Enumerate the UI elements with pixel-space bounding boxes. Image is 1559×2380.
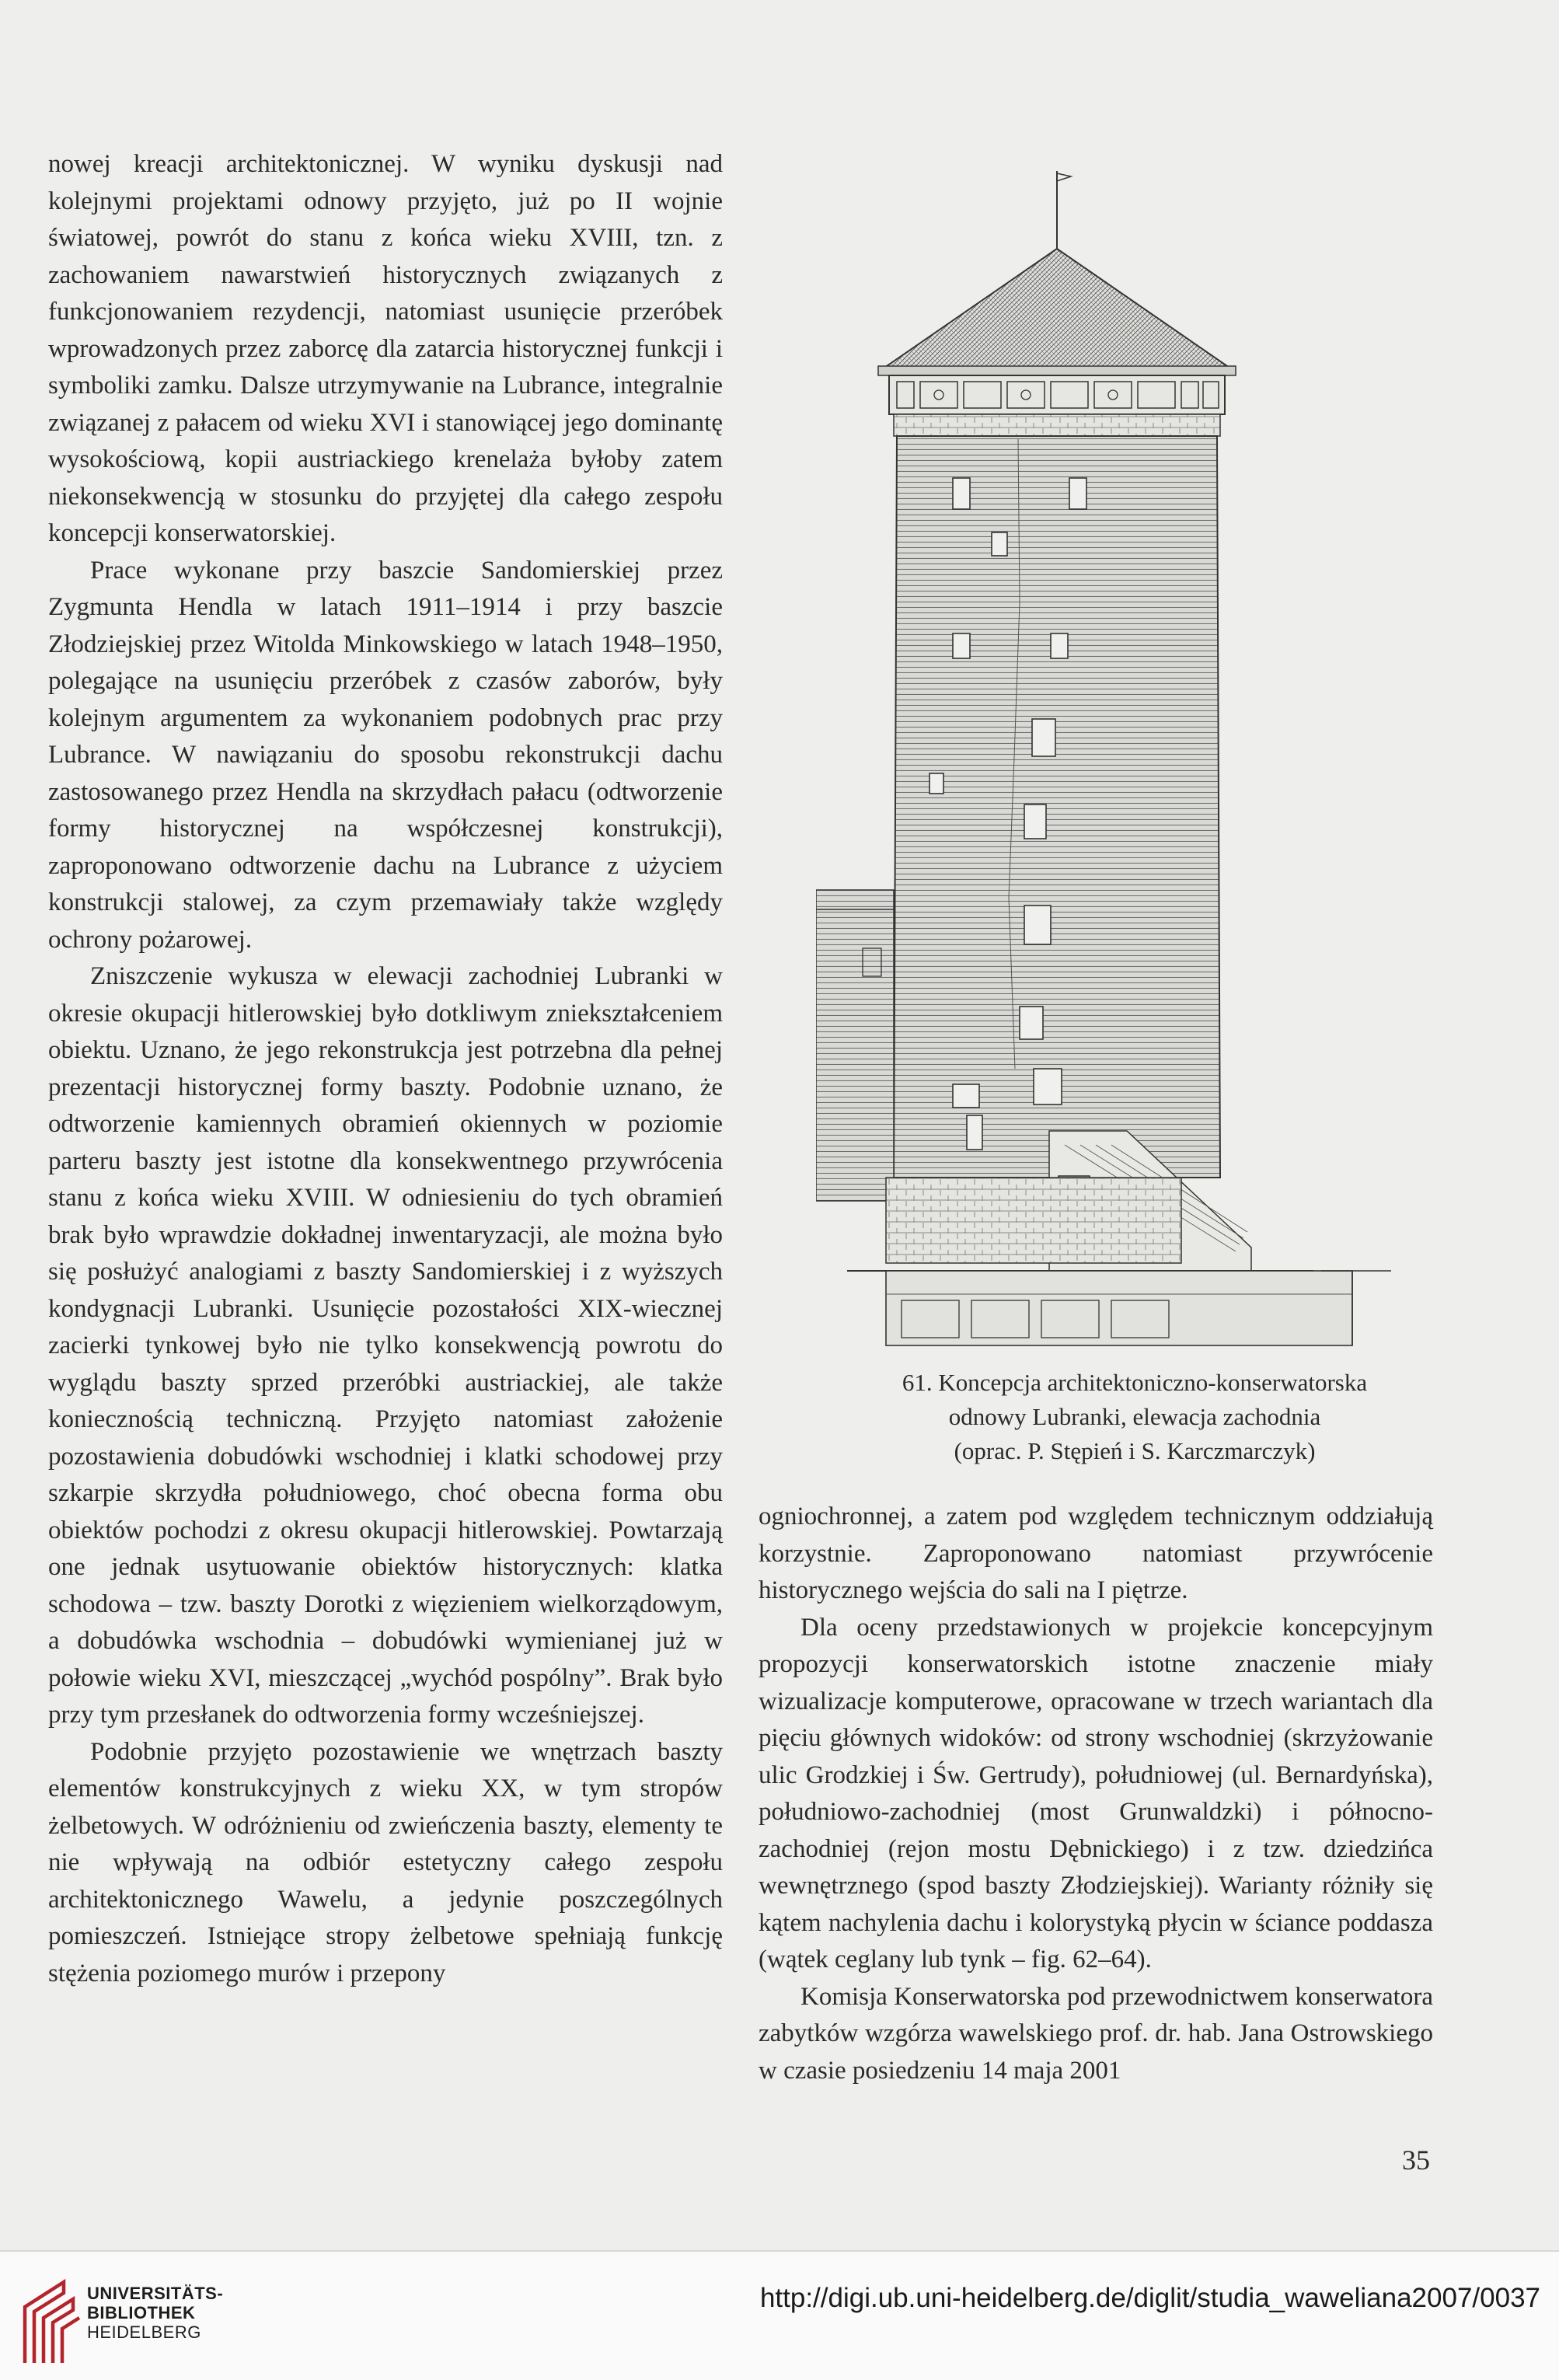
figure-caption — [793, 1366, 1477, 1468]
paragraph: Komisja Konserwatorska pod przewodnictwem konserwatora zabytków wzgórza wawelskiego prof. dr. hab. Jana Ostrowskiego w czasie posiedzeniu 14 maja 2001 — [759, 1982, 1433, 2085]
paragraph: Dla oceny przedstawionych w projekcie koncepcyjnym propozycji konserwatorskich istotne znaczenie miały wizualizacje komputerowe, opracowane w trzech wariantach dla pięciu głównych widoków: od strony wschodniej (skrzyżowanie ulic Grodzkiej i Św. Gertrudy), południowej (ul. Bernardyńska), południowo-zachodniej (most Grunwaldzki) i północno-zachodniej (rejon mostu Dębnickiego) i z tzw. dziedzińca wewnętrznego (spod baszty Złodziejskiej). Warianty różniły się kątem nachylenia dachu i kolorystyką płycin w ściance poddasza (wątek ceglany lub tynk – fig. 62–64). — [759, 1613, 1433, 1973]
page-number: 35 — [1402, 2144, 1430, 2176]
tower-elevation-drawing — [816, 167, 1407, 1349]
paragraph: ogniochronnej, a zatem pod względem technicznym oddziałują korzystnie. Zaproponowano natomiast przywrócenie historycznego wejścia do sali na I piętrze. — [759, 1502, 1433, 1604]
paragraph: Prace wykonane przy baszcie Sandomierskiej przez Zygmunta Hendla w latach 1911–1914 i przy baszcie Złodziejskiej przez Witolda Minkowskiego w latach 1948–1950, polegające na usunięciu przeróbek z czasów zaborów, były kolejnym argumentem za wykonaniem podobnych prac przy Lubrance. W nawiązaniu do sposobu rekonstrukcji dachu zastosowanego przez Hendla na skrzydłach pałacu (odtworzenie formy historycznej na współczesnej konstrukcji), zaproponowano odtworzenie dachu na Lubrance z użyciem konstrukcji stalowej, za czym przemawiały także względy ochrony pożarowej. — [48, 556, 723, 954]
attic-storey — [889, 375, 1225, 414]
footer-bar — [0, 2250, 1559, 2380]
right-text-column — [759, 1499, 1433, 2089]
university-library-logo-icon — [17, 2277, 81, 2364]
library-name-line: BIBLIOTHEK — [87, 2303, 196, 2322]
caption-line: odnowy Lubranki, elewacja zachodnia — [948, 1403, 1321, 1430]
flagpole — [1057, 171, 1071, 249]
source-url-link[interactable]: http://digi.ub.uni-heidelberg.de/diglit/studia_waweliana2007/0037 — [759, 2283, 1540, 2313]
foundation — [886, 1271, 1352, 1345]
library-name-line: UNIVERSITÄTS- — [87, 2284, 224, 2303]
corbel-frieze — [894, 414, 1220, 436]
paragraph: Podobnie przyjęto pozostawienie we wnętrzach baszty elementów konstrukcyjnych z wieku XX, w tym stropów żelbetowych. W odróżnieniu od zwieńczenia baszty, elementy te nie wpływają na odbiór estetyczny całego zespołu architektonicznego Wawelu, a jedynie poszczególnych pomieszczeń. Istniejące stropy żelbetowe spełniają funkcję stężenia poziomego murów i przepony — [48, 1737, 723, 1987]
roof-eaves — [878, 366, 1236, 375]
roof — [884, 249, 1229, 368]
library-name-line: HEIDELBERG — [87, 2322, 201, 2342]
tower-shaft — [894, 436, 1220, 1178]
paragraph: Zniszczenie wykusza w elewacji zachodniej Lubranki w okresie okupacji hitlerowskiej było dotkliwym zniekształceniem obiektu. Uznano, że jego rekonstrukcja jest potrzebna dla pełnej prezentacji historycznej formy baszty. Podobnie uznano, że odtworzenie kamiennych obramień okiennych w poziomie parteru baszty jest istotne dla konsekwentnego przywrócenia stanu z końca wieku XVIII. W odniesieniu do tych obramień brak było wprawdzie dokładnej inwentaryzacji, ale można było się posłużyć analogiami z baszty Sandomierskiej i z wyższych kondygnacji Lubranki. Usunięcie pozostałości XIX-wiecznej zacierki tynkowej było nie tylko konsekwencją powrotu do wyglądu baszty sprzed przeróbki austriackiej, ale także koniecznością techniczną. Przyjęto natomiast założenie pozostawienia dobudówki wschodniej i klatki schodowej przy szkarpie skrzydła południowego, choć obecna forma obu obiektów pochodzi z okresu okupacji hitlerowskiej. Powtarzają one jednak usytuowanie obiektów historycznych: klatka schodowa – tzw. baszty Dorotki z więzieniem wielkorządowym, a dobudówka wschodnia – dobudówki wymienianej już w połowie wieku XVI, mieszczącej „wychód pospólny”. Brak było przy tym przesłanek do odtworzenia formy wcześniejszej. — [48, 962, 723, 1729]
stone-plinth — [886, 1178, 1181, 1263]
caption-line: (oprac. P. Stępień i S. Karczmarczyk) — [954, 1437, 1316, 1464]
stair-annex — [816, 890, 894, 1201]
left-text-column — [48, 146, 723, 1992]
caption-line: 61. Koncepcja architektoniczno-konserwatorska — [902, 1369, 1368, 1396]
paragraph: nowej kreacji architektonicznej. W wyniku dyskusji nad kolejnymi projektami odnowy przyjęto, już po II wojnie światowej, powrót do stanu z końca wieku XVIII, tzn. z zachowaniem nawarstwień historycznych związanych z funkcjonowaniem rezydencji, natomiast usunięcie przeróbek wprowadzonych przez zaborcę dla zatarcia historycznej funkcji i symboliki zamku. Dalsze utrzymywanie na Lubrance, integralnie związanej z pałacem od wieku XVI i stanowiącej jego dominantę wysokościową, kopii austriackiego krenelaża byłoby zatem niekonsekwencją w stosunku do przyjętej dla całego zespołu koncepcji konserwatorskiej. — [48, 150, 723, 547]
